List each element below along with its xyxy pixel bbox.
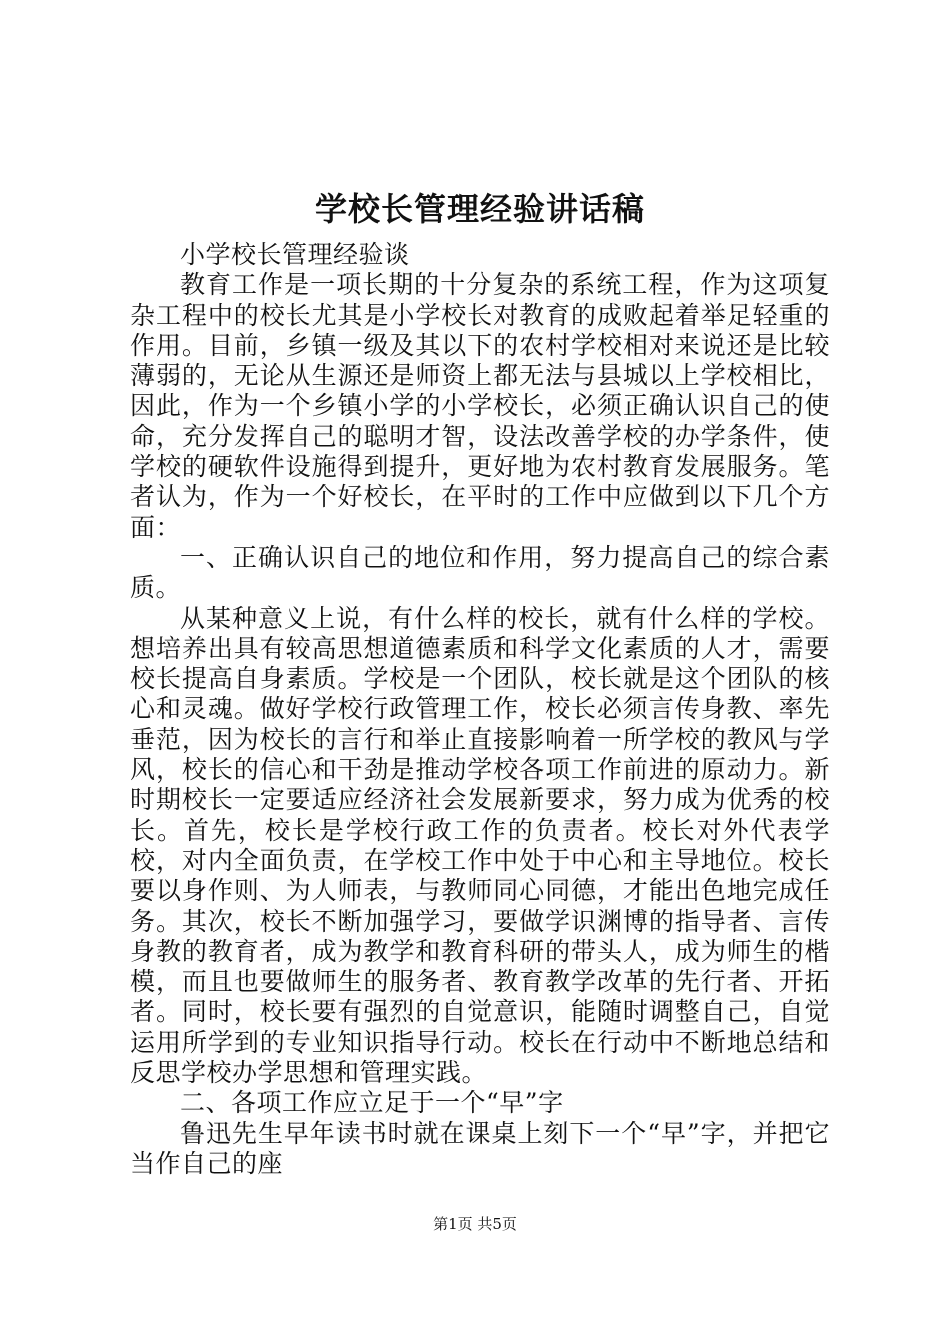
paragraph-subtitle: 小学校长管理经验谈 [180, 240, 410, 269]
paragraph-heading-one: 一、正确认识自己的地位和作用，努力提高自己的综合素质。 [130, 542, 830, 603]
page-footer: 第1页 共5页 [433, 1215, 517, 1233]
paragraph-heading-two: 二、各项工作应立足于一个“早”字 [180, 1088, 564, 1118]
paragraph-body-two: 鲁迅先生早年读书时就在课桌上刻下一个“早”字，并把它当作自己的座 [130, 1118, 830, 1178]
document-page [130, 178, 830, 1179]
paragraph-body-one: 从某种意义上说，有什么样的校长，就有什么样的学校。想培养出具有较高思想道德素质和科学文化素质的人才，需要校长提高自身素质。学校是一个团队，校长就是这个团队的核心和灵魂。做好学校行政管理工作，校长必须言传身教、率先垂范，因为校长的言行和举止直接影响着一所学校的教风与学风，校长的信心和干劲是推动学校各项工作前进的原动力。新时期校长一定要适应经济社会发展新要求，努力成为优秀的校长。首先，校长是学校行政工作的负责者。校长对外代表学校，对内全面负责，在学校工作中处于中心和主导地位。校长要以身作则、为人师表，与教师同心同德，才能出色地完成任务。其次，校长不断加强学习，要做学识渊博的指导者、言传身教的教育者，成为教学和教育科研的带头人，成为师生的楷模，而且也要做师生的服务者、教育教学改革的先行者、开拓者。同时，校长要有强烈的自觉意识，能随时调整自己，自觉运用所学到的专业知识指导行动。校长在行动中不断地总结和反思学校办学思想和管理实践。 [130, 603, 830, 1088]
paragraph-intro: 教育工作是一项长期的十分复杂的系统工程，作为这项复杂工程中的校长尤其是小学校长对教育的成败起着举足轻重的作用。目前，乡镇一级及其以下的农村学校相对来说还是比较薄弱的，无论从生源还是师资上都无法与县城以上学校相比，因此，作为一个乡镇小学的小学校长，必须正确认识自己的使命，充分发挥自己的聪明才智，设法改善学校的办学条件，使学校的硬软件设施得到提升，更好地为农村教育发展服务。笔者认为，作为一个好校长，在平时的工作中应做到以下几个方面： [130, 270, 830, 542]
document-title: 学校长管理经验讲话稿 [314, 190, 645, 228]
